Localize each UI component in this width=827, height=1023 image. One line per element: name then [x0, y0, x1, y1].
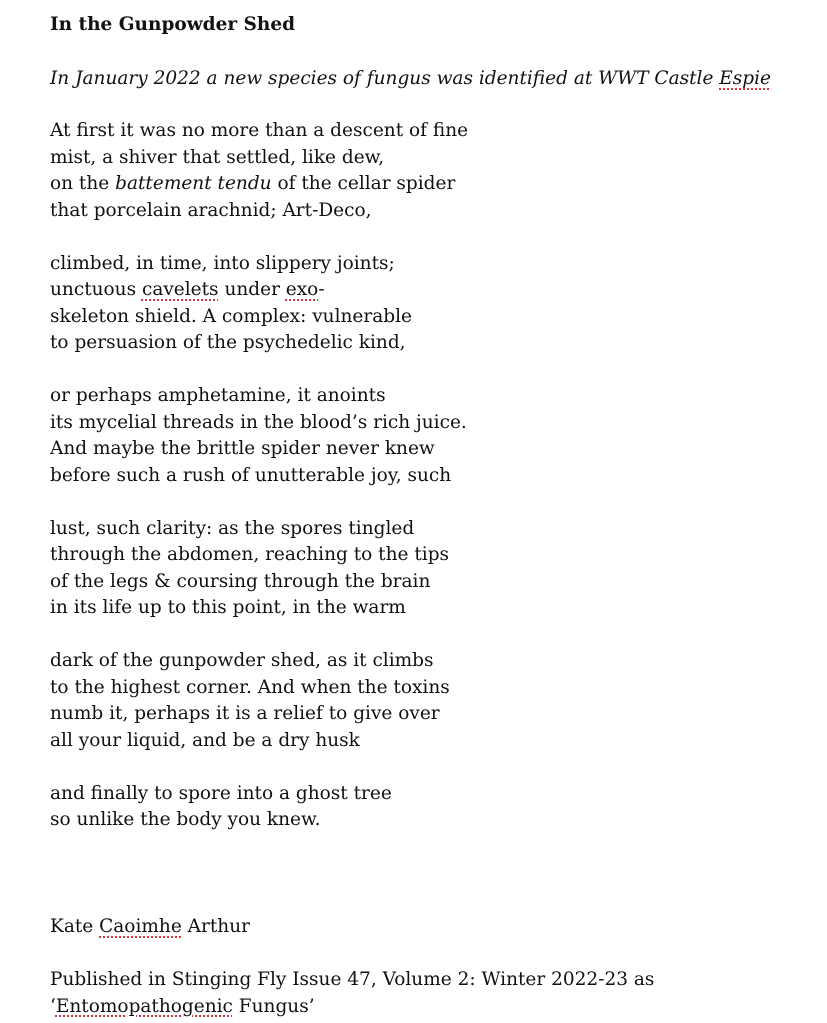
- poem-line: before such a rush of unutterable joy, such: [50, 464, 452, 486]
- document-page: [50, 12, 810, 1017]
- poem-line: [50, 171, 810, 198]
- poem-line: that porcelain arachnid; Art-Deco,: [50, 199, 372, 221]
- spellcheck-flagged-word[interactable]: Caoimhe: [99, 916, 182, 937]
- poem-line: [50, 277, 810, 304]
- line-segment: on the: [50, 173, 116, 194]
- poem-line: dark of the gunpowder shed, as it climbs: [50, 650, 434, 671]
- poem-line: numb it, perhaps it is a relief to give over: [50, 703, 440, 724]
- author-name: [50, 914, 250, 940]
- author-last-name: Arthur: [181, 916, 250, 937]
- poem-line: to the highest corner. And when the toxins: [50, 676, 450, 698]
- author-first-name: Kate: [50, 916, 100, 937]
- publication-text-end: Fungus’: [232, 995, 315, 1017]
- spellcheck-flagged-word[interactable]: Entomopathogenic: [55, 995, 233, 1017]
- spellcheck-flagged-word[interactable]: cavelets: [141, 279, 219, 300]
- poem-line: to persuasion of the psychedelic kind,: [50, 332, 406, 353]
- poem-line: all your liquid, and be a dry husk: [50, 729, 360, 751]
- stanza-1: [50, 118, 810, 224]
- poem-line: mist, a shiver that settled, like dew,: [50, 146, 385, 168]
- spellcheck-flagged-word[interactable]: exo: [285, 279, 319, 300]
- poem-line: And maybe the brittle spider never knew: [50, 438, 435, 459]
- line-segment: unctuous: [50, 279, 142, 300]
- line-segment: -: [318, 279, 325, 300]
- poem-line: through the abdomen, reaching to the tips: [50, 544, 450, 565]
- poem-line: or perhaps amphetamine, it anoints: [50, 385, 386, 406]
- stanza-6: [50, 781, 810, 834]
- poem-line: climbed, in time, into slippery joints;: [50, 252, 395, 274]
- stanza-3: [50, 383, 810, 489]
- poem-line: skeleton shield. A complex: vulnerable: [50, 305, 412, 327]
- publication-text: Published in Stinging Fly Issue 47, Volume 2: Winter 2022-23 as ‘: [50, 969, 655, 1017]
- line-segment: of the cellar spider: [271, 173, 456, 194]
- epigraph-text: In January 2022 a new species of fungus was identified at WWT Castle: [50, 68, 720, 89]
- poem-line: and finally to spore into a ghost tree: [50, 782, 392, 804]
- poem-line: lust, such clarity: as the spores tingled: [50, 517, 415, 539]
- poem-epigraph: [50, 66, 810, 92]
- poem-line: its mycelial threads in the blood’s rich juice.: [50, 411, 467, 433]
- poem-title: In the Gunpowder Shed: [50, 14, 296, 35]
- poem-line: so unlike the body you knew.: [50, 809, 321, 830]
- stanza-5: [50, 648, 810, 754]
- stanza-2: [50, 251, 810, 357]
- poem-line: in its life up to this point, in the warm: [50, 597, 406, 618]
- italic-phrase: battement tendu: [115, 173, 272, 194]
- stanza-4: [50, 516, 810, 622]
- publication-note: [50, 967, 810, 1020]
- spellcheck-flagged-word[interactable]: Espie: [719, 68, 771, 89]
- poem-line: At first it was no more than a descent of fine: [50, 120, 469, 141]
- line-segment: under: [218, 279, 286, 300]
- poem-line: of the legs & coursing through the brain: [50, 570, 431, 592]
